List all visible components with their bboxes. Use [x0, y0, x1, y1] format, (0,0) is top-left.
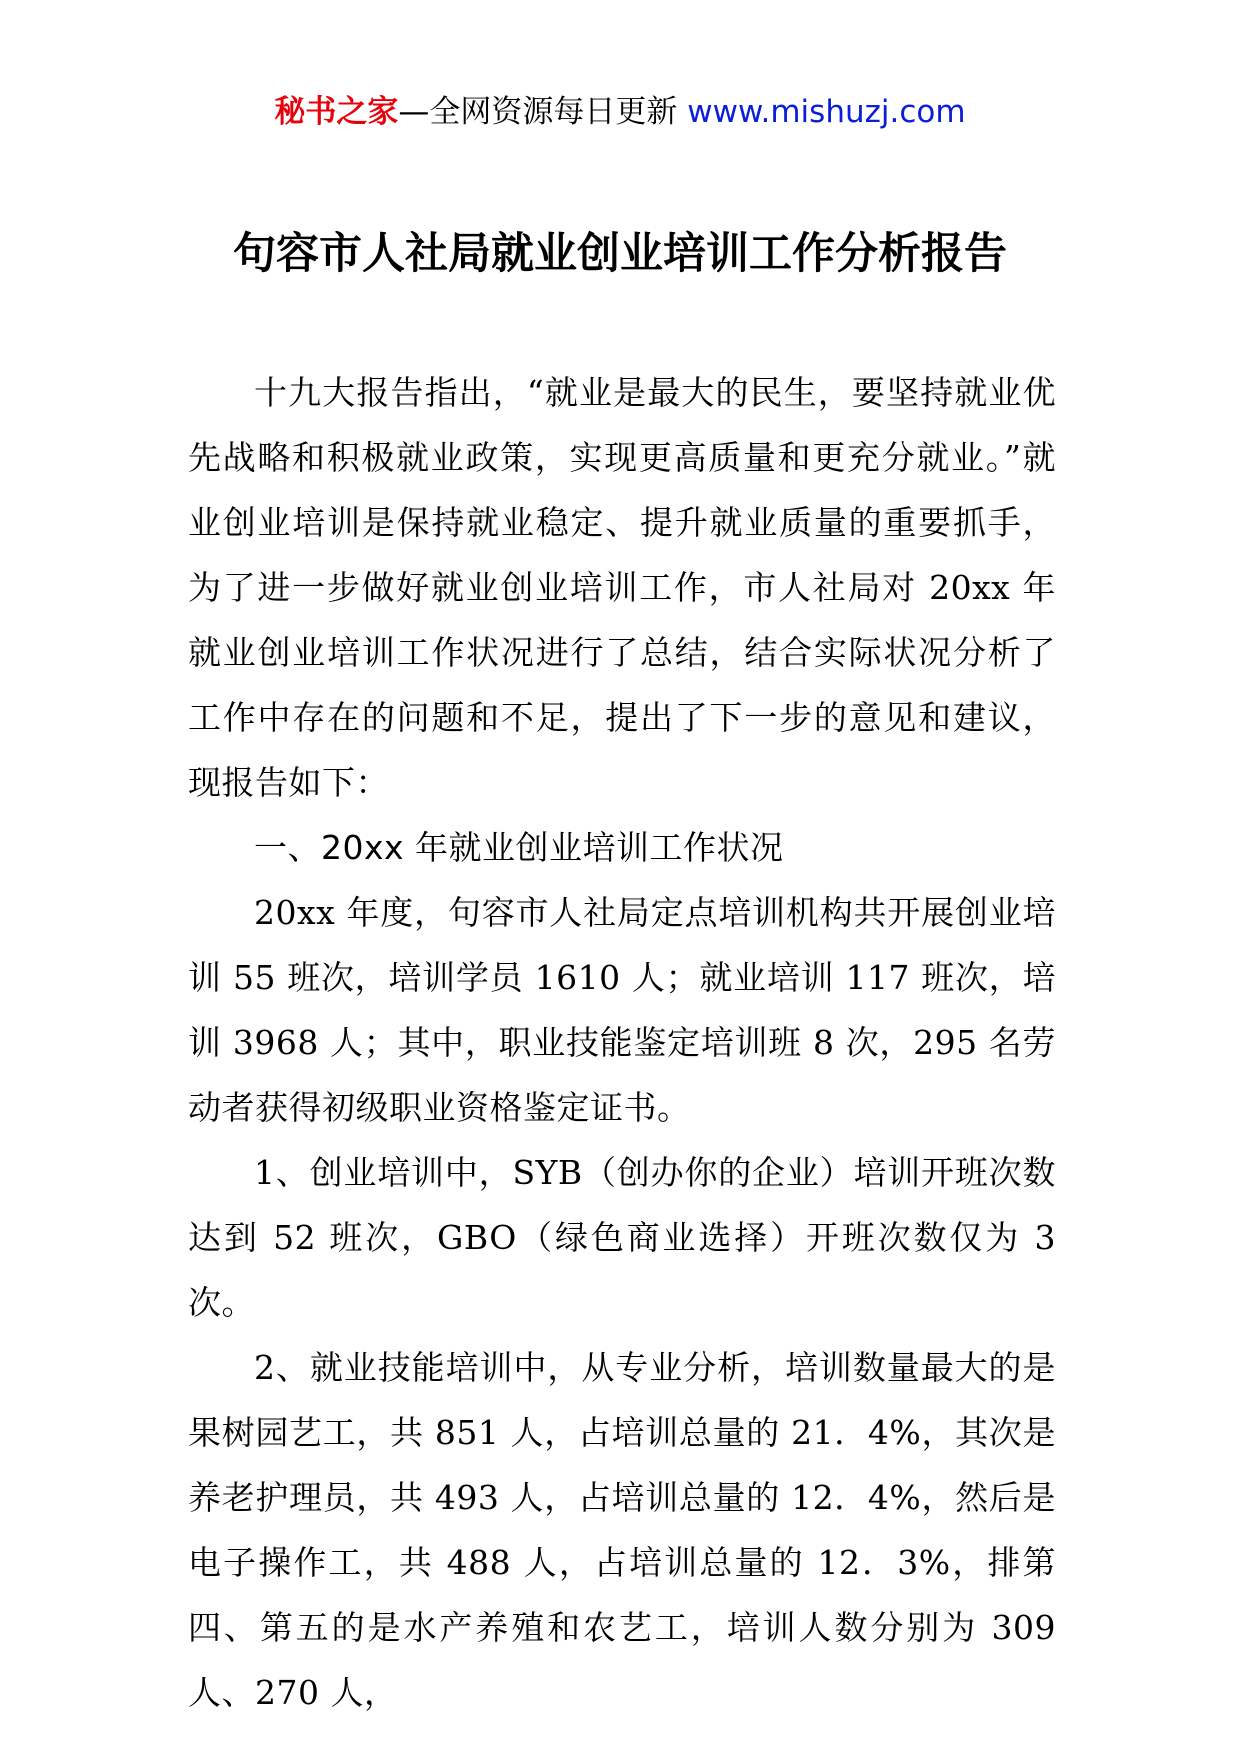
brand-name: 秘书之家 — [274, 94, 399, 130]
summary-paragraph: 20xx 年度，句容市人社局定点培训机构共开展创业培训 55 班次，培训学员 1610 人；就业培训 117 班次，培训 3968 人；其中，职业技能鉴定培训班 8 次，295 名劳动者获得初级职业资格鉴定证书。 — [188, 893, 1056, 1127]
document-body — [188, 360, 1056, 1725]
section-heading-1: 一、20xx 年就业创业培训工作状况 — [254, 828, 784, 867]
document-title: 句容市人社局就业创业培训工作分析报告 — [233, 229, 1007, 279]
item-1-paragraph: 1、创业培训中，SYB（创办你的企业）培训开班次数达到 52 班次，GBO（绿色商业选择）开班次数仅为 3 次。 — [188, 1153, 1056, 1322]
item-2-paragraph: 2、就业技能培训中，从专业分析，培训数量最大的是果树园艺工，共 851 人，占培训总量的 21．4%，其次是养老护理员，共 493 人，占培训总量的 12．4%，然后是电子操作工，共 488 人，占培训总量的 12．3%，排第四、第五的是水产养殖和农艺工，培训人数分别为 309 人、270 人， — [188, 1348, 1056, 1712]
site-url-link[interactable]: www.mishuzj.com — [687, 94, 966, 130]
header-tagline: —全网资源每日更新 — [398, 94, 688, 130]
intro-paragraph: 十九大报告指出，“就业是最大的民生，要坚持就业优先战略和积极就业政策，实现更高质量和更充分就业。”就业创业培训是保持就业稳定、提升就业质量的重要抓手，为了进一步做好就业创业培训工作，市人社局对 20xx 年就业创业培训工作状况进行了总结，结合实际状况分析了工作中存在的问题和不足，提出了下一步的意见和建议，现报告如下： — [188, 373, 1056, 802]
site-header — [0, 92, 1240, 132]
